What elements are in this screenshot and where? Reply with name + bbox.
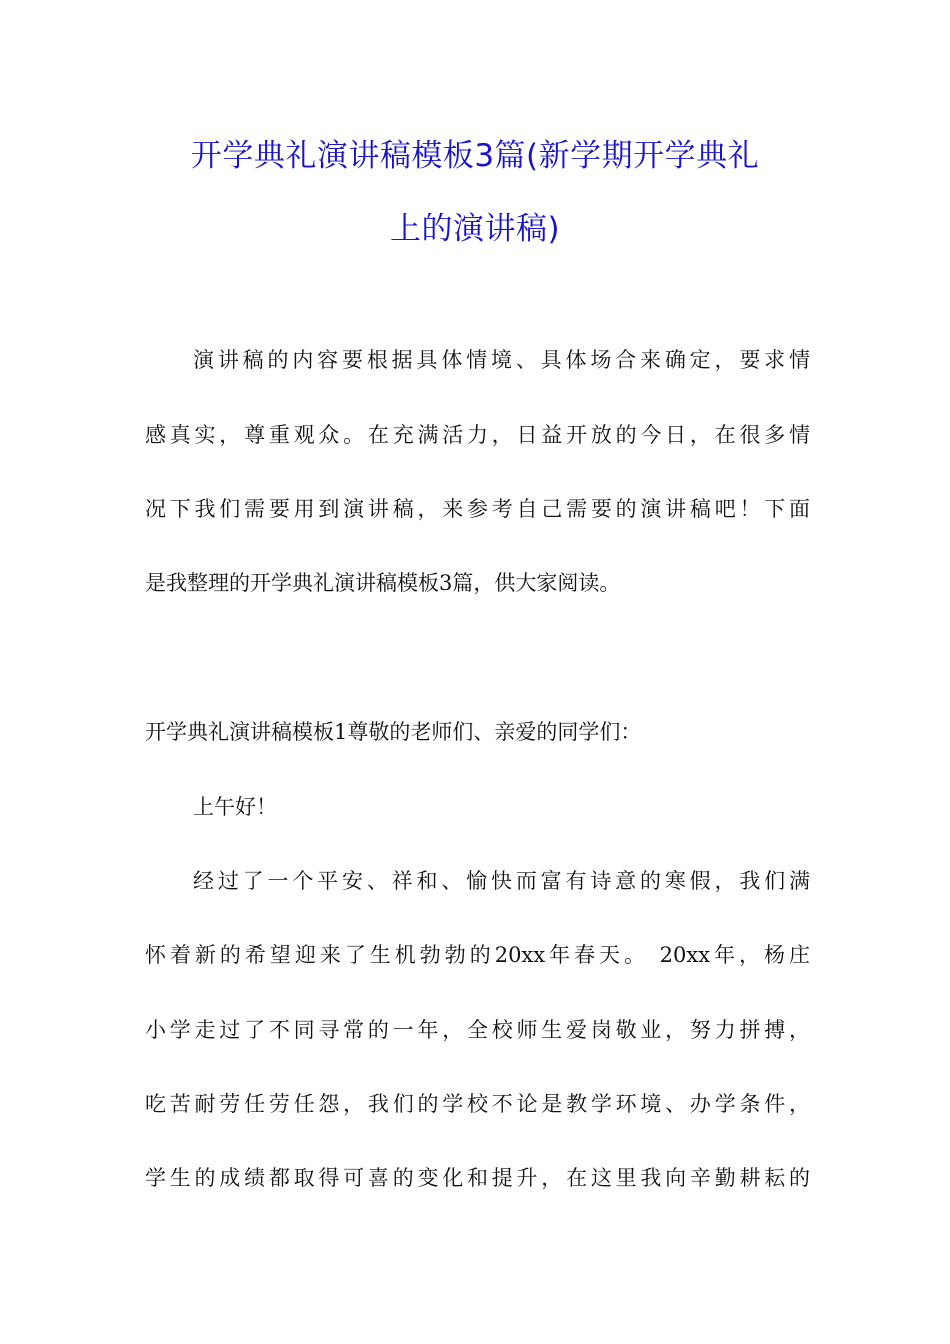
section-heading: 开学典礼演讲稿模板1尊敬的老师们、亲爱的同学们： xyxy=(145,720,642,744)
speech-paragraph-line: 吃苦耐劳任劳任怨，我们的学校不论是教学环境、办学条件， xyxy=(145,1092,810,1116)
intro-paragraph-line: 是我整理的开学典礼演讲稿模板3篇，供大家阅读。 xyxy=(145,571,621,595)
document-title-line-2: 上的演讲稿) xyxy=(389,211,561,247)
speech-paragraph-line: 怀着新的希望迎来了生机勃勃的20xx年春天。 20xx年，杨庄 xyxy=(145,943,810,967)
intro-paragraph-line: 感真实，尊重观众。在充满活力，日益开放的今日，在很多情 xyxy=(145,423,810,447)
greeting-line: 上午好！ xyxy=(193,795,277,819)
speech-paragraph-line: 学生的成绩都取得可喜的变化和提升，在这里我向辛勤耕耘的 xyxy=(145,1166,810,1190)
intro-paragraph-line: 况下我们需要用到演讲稿，来参考自己需要的演讲稿吧！下面 xyxy=(145,497,810,521)
speech-paragraph-line: 经过了一个平安、祥和、愉快而富有诗意的寒假，我们满 xyxy=(193,869,810,893)
speech-paragraph-line: 小学走过了不同寻常的一年，全校师生爱岗敬业，努力拼搏， xyxy=(145,1018,810,1042)
document-title-line-1: 开学典礼演讲稿模板3篇(新学期开学典礼 xyxy=(190,138,760,174)
intro-paragraph-line: 演讲稿的内容要根据具体情境、具体场合来确定，要求情 xyxy=(193,348,810,372)
